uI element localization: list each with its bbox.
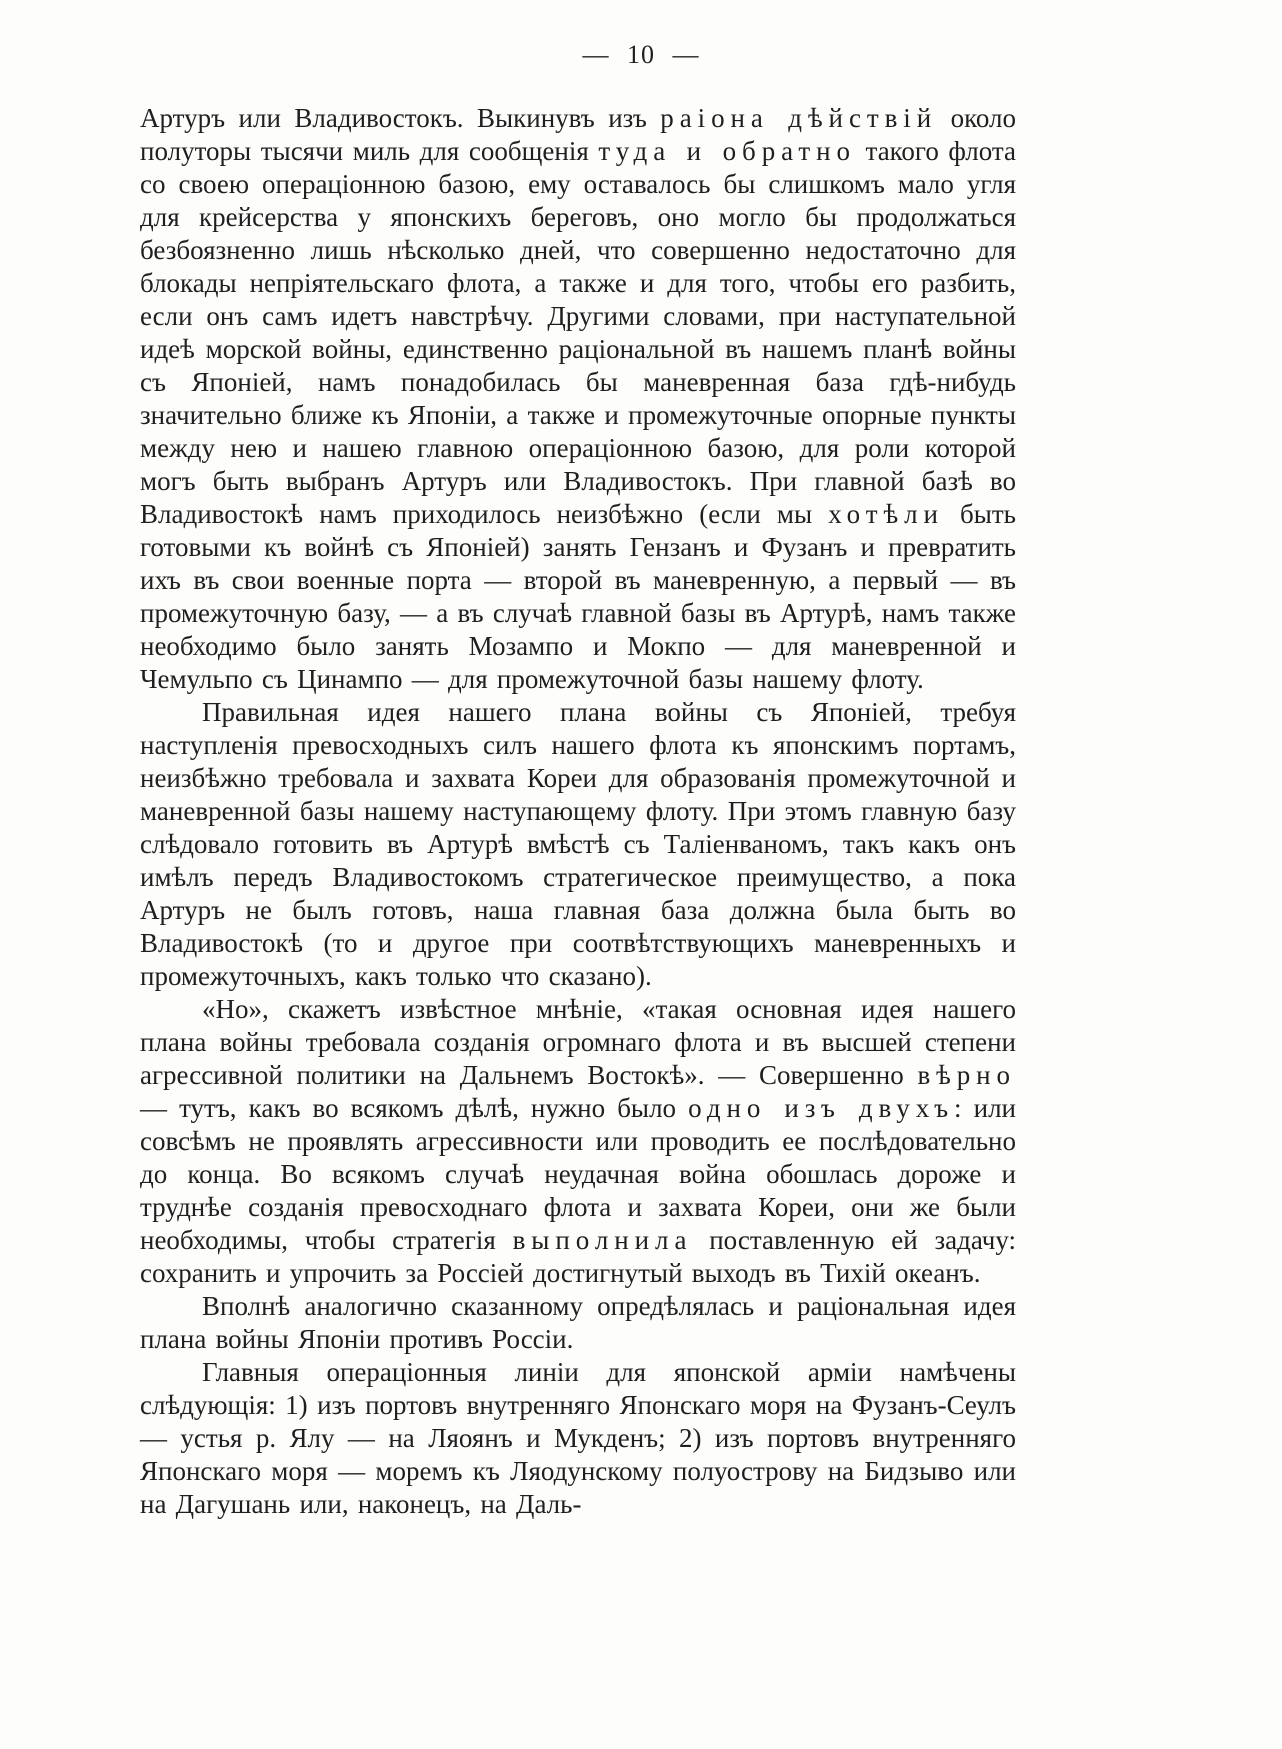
text-run: Главныя операціонныя линіи для японской арміи намѣчены слѣдующія: 1) изъ портовъ внутренняго Японскаго моря на Фузанъ-Сеулъ — устья р. Ялу — на Ляоянъ и Мукденъ; 2) изъ портовъ внутренняго Японскаго моря — моремъ къ Ляодунскому полуострову на Бидзыво или на Дагушань или, наконецъ, на Даль- — [140, 1357, 1016, 1519]
paragraph-3 — [140, 1290, 1016, 1356]
text-run: поставленную ей задачу: сохранить и упрочить за Россіей достигнутый выходъ въ Тихій океанъ. — [140, 1225, 1016, 1288]
text-run: быть готовыми къ войнѣ съ Японіей) занять Гензанъ и Фузанъ и превратить ихъ въ свои военные порта — второй въ маневренную, а первый — въ промежуточную базу, — а въ случаѣ главной базы въ Артурѣ, намъ также необходимо было занять Мозампо и Мокпо — для маневренной и Чемульпо съ Цинампо — для промежуточной базы нашему флоту. — [140, 499, 1016, 694]
text-run: Вполнѣ аналогично сказанному опредѣлялась и раціональная идея плана войны Японіи противъ Россіи. — [140, 1291, 1016, 1354]
emphasized-run: хотѣли — [828, 499, 944, 529]
emphasized-run: выполнила — [512, 1225, 693, 1255]
text-run: — тутъ, какъ во всякомъ дѣлѣ, нужно было — [140, 1093, 689, 1123]
text-run: : или совсѣмъ не проявлять агрессивности или проводить ее послѣдовательно до конца. Во всякомъ случаѣ неудачная война обошлась дороже и труднѣе созданія превосходнаго флота и захвата Кореи, они же были необходимы, чтобы стратегія — [140, 1093, 1016, 1255]
text-block — [140, 102, 1016, 1521]
text-run: Правильная идея нашего плана войны съ Японіей, требуя наступленія превосходныхъ силъ нашего флота къ японскимъ портамъ, неизбѣжно требовала и захвата Кореи для образованія промежуточной и маневренной базы нашему наступающему флоту. При этомъ главную базу слѣдовало готовить въ Артурѣ вмѣстѣ съ Таліенваномъ, такъ какъ онъ имѣлъ передъ Владивостокомъ стратегическое преимущество, а пока Артуръ не былъ готовъ, наша главная база должна была быть во Владивостокѣ (то и другое при соотвѣтствующихъ маневренныхъ и промежуточныхъ, какъ только что сказано). — [140, 697, 1016, 991]
emphasized-run: вѣрно — [917, 1060, 1016, 1090]
paragraph-4 — [140, 1356, 1016, 1521]
emphasized-run: одно изъ двухъ — [688, 1093, 955, 1123]
text-run: около полуторы тысячи миль для сообщенія — [140, 103, 1016, 166]
text-run: Артуръ или Владивостокъ. Выкинувъ изъ — [140, 103, 661, 133]
emphasized-run: раіона дѣйствій — [660, 103, 938, 133]
paragraph-1 — [140, 696, 1016, 993]
text-run: такого флота со своею операціонною базою, ему оставалось бы слишкомъ мало угля для крейсерства у японскихъ береговъ, оно могло бы продолжаться безбоязненно лишь нѣсколько дней, что совершенно недостаточно для блокады непріятельскаго флота, а также и для того, чтобы его разбить, если онъ самъ идетъ навстрѣчу. Другими словами, при наступательной идеѣ морской войны, единственно раціональной въ нашемъ планѣ войны съ Японіей, намъ понадобилась бы маневренная база гдѣ-нибудь значительно ближе къ Японіи, а также и промежуточные опорные пункты между нею и нашею главною операціонною базою, для роли которой могъ быть выбранъ Артуръ или Владивостокъ. При главной базѣ во Владивостокѣ намъ приходилось неизбѣжно (если мы — [140, 136, 1016, 529]
page-number: — 10 — — [582, 40, 700, 69]
emphasized-run: туда и обратно — [598, 136, 856, 166]
paragraph-2 — [140, 993, 1016, 1290]
paragraph-0 — [140, 102, 1016, 696]
text-run: «Но», скажетъ извѣстное мнѣніе, «такая основная идея нашего плана войны требовала созданія огромнаго флота и въ высшей степени агрессивной политики на Дальнемъ Востокѣ». — Совершенно — [140, 994, 1016, 1090]
